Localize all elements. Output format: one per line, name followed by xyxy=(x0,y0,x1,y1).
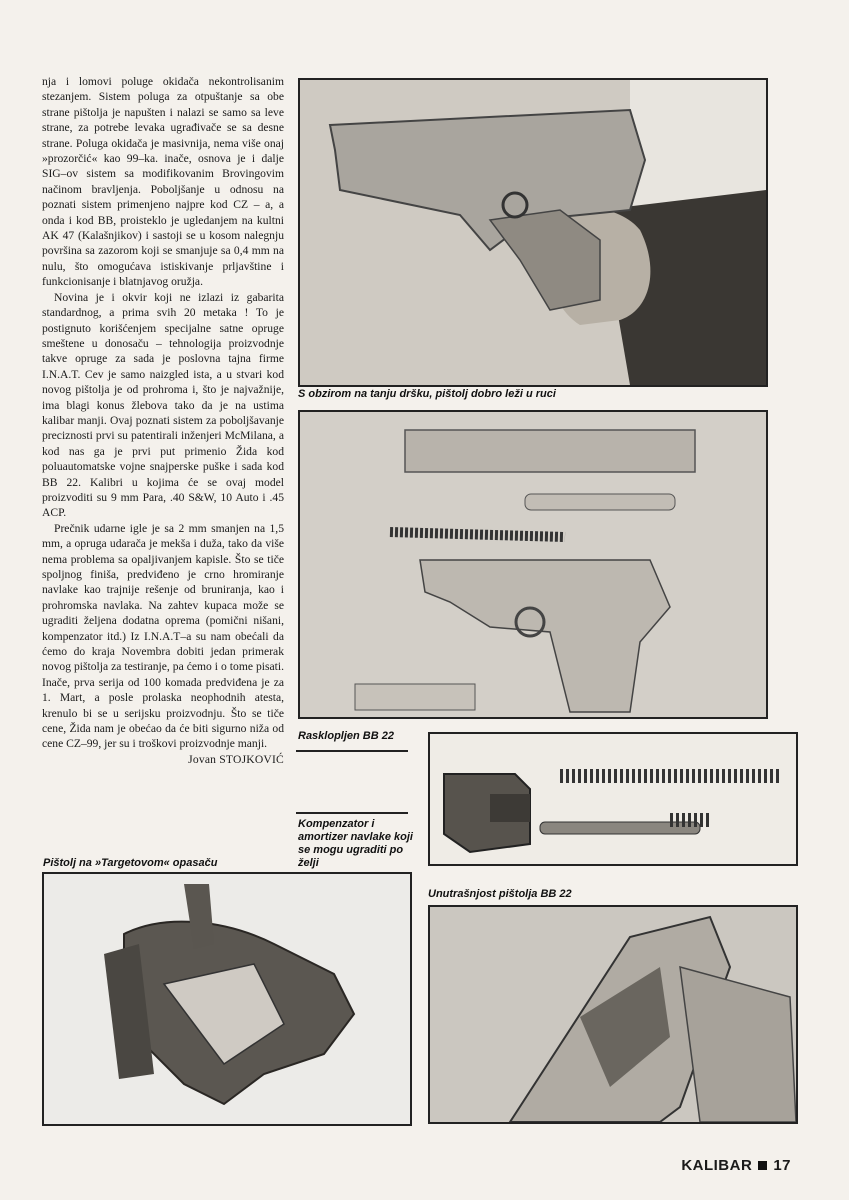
caption-interior: Unutrašnjost pištolja BB 22 xyxy=(428,888,572,900)
square-icon xyxy=(758,1161,767,1170)
paragraph-2: Novina je i okvir koji ne izlazi iz gabarita standardnog, a prima svih 20 metaka ! To je postignuto korišćenjem specijalne satne opruge smeštene u donosaču – tehnologija proizvodnje takve opruge za sada je poslovna tajna firme I.N.A.T. Cev je samo naizgled ista, a u stvari kod novog pištolja je od prohroma i, što je najvažnije, ima blagi konus žlebova tako da je na ustima kalibar manji. Ovaj poznati sistem za poboljšavanje preciznosti prvi su patentirali inženjeri McMilana, a kod nas ga je prvi put primenio Žida kod poluautomatske vojne snajperske puške i sada kod BB 22. Kalibri u kojima će se ovaj model proizvoditi su 9 mm Para, .40 S&W, 10 Auto i .45 ACP. xyxy=(42,290,284,520)
author-byline: Jovan STOJKOVIĆ xyxy=(188,752,284,766)
magazine-name: KALIBAR xyxy=(681,1157,753,1174)
photo-holster xyxy=(42,872,412,1126)
caption-rule-1 xyxy=(296,750,408,752)
caption-holster: Pištolj na »Targetovom« opasaču xyxy=(43,857,218,869)
paragraph-1: nja i lomovi poluge okidača nekontrolisanim stezanjem. Sistem poluga za otpuštanje sa obe strane pištolja je napušten i nalazi se samo sa leve strane, za potrebe levaka ugrađivače se sa desne strane. Poluga okidača je masivnija, nema više onaj »prozorčić« kao 99–ka. inače, osnova je i dalje SIG–ov sistem sa modifikovanim Brovingovim načinom bravljenja. Poboljšanje u odnosu na poznati sistem primenjeno najpre kod CZ – a, a onda i kod BB, proisteklo je ugledanjem na kultni AK 47 (Kalašnjikov) i sastoji se u kosom nalegnju površina sa zazorom koji se smanjuje sa 0,4 mm na nulu, što omogućava istiskivanje prljavštine i funkcionisanje i blatnjavog oružja. xyxy=(42,75,284,289)
photo-disassembled xyxy=(298,410,768,719)
caption-disassembled: Rasklopljen BB 22 xyxy=(298,730,394,742)
caption-rule-2 xyxy=(296,812,408,814)
photo-interior xyxy=(428,905,798,1124)
caption-compensator: Kompenzator i amortizer navlake koji se mogu ugraditi po želji xyxy=(298,818,413,869)
page-footer xyxy=(681,1157,791,1174)
photo-compensator xyxy=(428,732,798,866)
photo-pistol-in-hand xyxy=(298,78,768,387)
article-body xyxy=(42,74,284,767)
page-number: 17 xyxy=(773,1157,791,1174)
paragraph-3: Prečnik udarne igle je sa 2 mm smanjen na 1,5 mm, a opruga udarača je mekša i duža, tako da više nema problema sa opaljivanjem kapisle. Što se tiče spoljnog finiša, predviđeno je crno hromiranje navlake kao trajnije rešenje od bruniranja, kao i prohromska navlaka. Na zahtev kupaca može se ugraditi željena dodatna oprema (pomični nišani, kompenzator itd.) Iz I.N.A.T–a su nam obećali da ćemo do kraja Novembra dobiti jedan primerak novog pištolja za testiranje, pa ćemo i o tome pisati. Inače, prva serija od 100 komada predviđena je za 1. Mart, a posle prolaska neophodnih atesta, krenulo bi se u serijsku proizvodnju. Što se tiče cene, Žida nam je obećao da će biti sigurno niža od cene CZ–99, jer su i troškovi proizvodnje manji. xyxy=(42,521,284,751)
caption-pistol-in-hand: S obzirom na tanju dršku, pištolj dobro leži u ruci xyxy=(298,388,556,400)
